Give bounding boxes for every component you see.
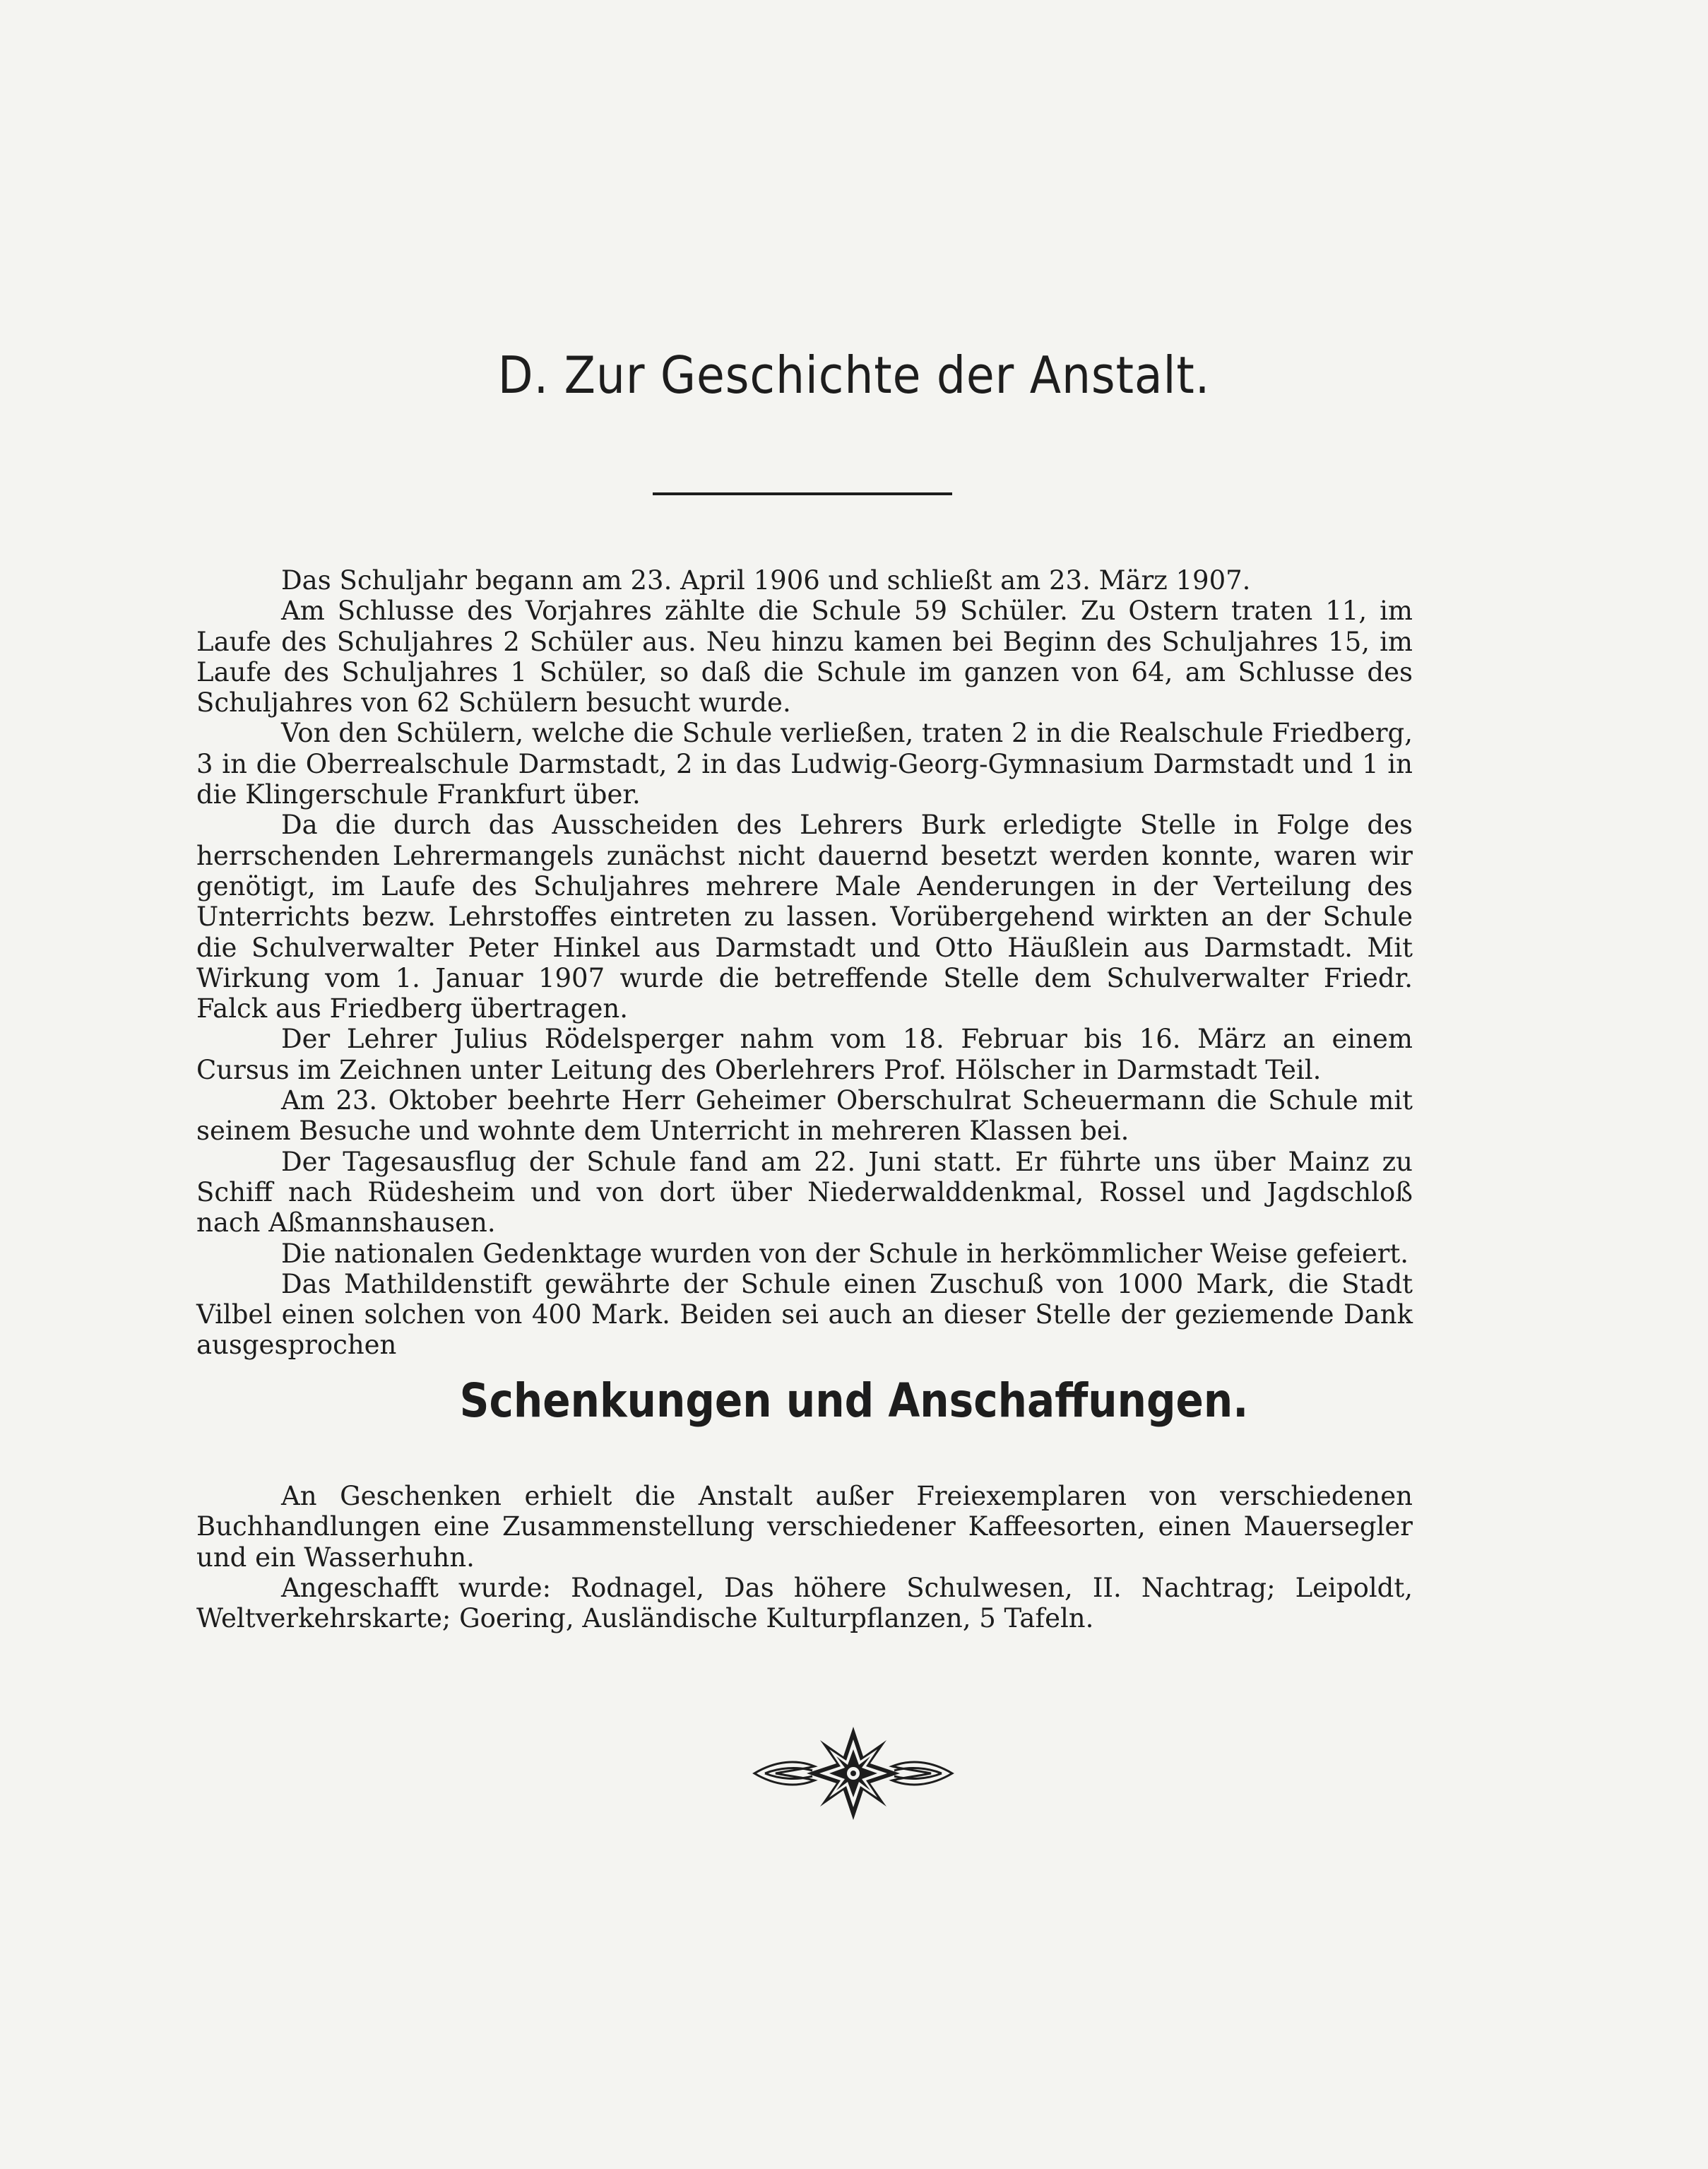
- history-paragraph: Die nationalen Gedenktage wurden von der Schule in herkömmlicher Weise gefeiert.: [281, 1238, 1409, 1269]
- section-heading: Schenkungen und Anschaffungen.: [459, 1373, 1249, 1428]
- history-paragraph: Da die durch das Ausscheiden des Lehrers Burk erledigte Stelle in Folge des herrschenden Lehrermangels zunächst nicht dauernd besetzt werden konnte, waren wir genötigt, im Laufe des Schuljahres mehrere Male Aenderungen in der Verteilung des Unterrichts bezw. Lehrstoffes eintreten zu lassen. Vorübergehend wirkten an der Schule die Schulverwalter Peter Hinkel aus Darmstadt und Otto Häußlein aus Darmstadt. Mit Wirkung vom 1. Januar 1907 wurde die betreffende Stelle dem Schulverwalter Friedr. Falck aus Friedberg übertragen.: [196, 810, 1413, 1024]
- history-paragraph: Das Mathildenstift gewährte der Schule einen Zuschuß von 1000 Mark, die Stadt Vilbel einen solchen von 400 Mark. Beiden sei auch an dieser Stelle der geziemende Dank ausgesprochen: [196, 1268, 1413, 1361]
- history-paragraph: Das Schuljahr begann am 23. April 1906 und schließt am 23. März 1907.: [281, 565, 1251, 596]
- eight-point-star-ornament-icon: [747, 1724, 959, 1823]
- donation-paragraph: An Geschenken erhielt die Anstalt außer Freiexemplaren von verschiedenen Buchhandlungen eine Zusammenstellung verschiedener Kaffeesorten, einen Mauersegler und ein Wasserhuhn.: [196, 1481, 1413, 1573]
- donations-text: [196, 1481, 1413, 1633]
- donation-paragraph: Angeschafft wurde: Rodnagel, Das höhere Schulwesen, II. Nachtrag; Leipoldt, Weltverkehrskarte; Goering, Ausländische Kulturpflanzen, 5 Tafeln.: [196, 1572, 1413, 1634]
- history-paragraph: Der Tagesausflug der Schule fand am 22. Juni statt. Er führte uns über Mainz zu Schiff nach Rüdesheim und von dort über Niederwalddenkmal, Rossel und Jagdschloß nach Aßmannshausen.: [196, 1146, 1413, 1239]
- title-divider: [653, 492, 952, 495]
- history-text: [196, 565, 1413, 1361]
- history-paragraph: Am 23. Oktober beehrte Herr Geheimer Oberschulrat Scheuermann die Schule mit seinem Besuche und wohnte dem Unterricht in mehreren Klassen bei.: [196, 1085, 1413, 1147]
- page-title: D. Zur Geschichte der Anstalt.: [497, 345, 1211, 405]
- history-paragraph: Der Lehrer Julius Rödelsperger nahm vom 18. Februar bis 16. März an einem Cursus im Zeichnen unter Leitung des Oberlehrers Prof. Hölscher in Darmstadt Teil.: [196, 1024, 1413, 1085]
- history-paragraph: Am Schlusse des Vorjahres zählte die Schule 59 Schüler. Zu Ostern traten 11, im Laufe des Schuljahres 2 Schüler aus. Neu hinzu kamen bei Beginn des Schuljahres 15, im Laufe des Schuljahres 1 Schüler, so daß die Schule im ganzen von 64, am Schlusse des Schuljahres von 62 Schülern besucht wurde.: [196, 596, 1413, 719]
- history-paragraph: Von den Schülern, welche die Schule verließen, traten 2 in die Realschule Friedberg, 3 in die Oberrealschule Darmstadt, 2 in das Ludwig-Georg-Gymnasium Darmstadt und 1 in die Klingerschule Frankfurt über.: [196, 718, 1413, 810]
